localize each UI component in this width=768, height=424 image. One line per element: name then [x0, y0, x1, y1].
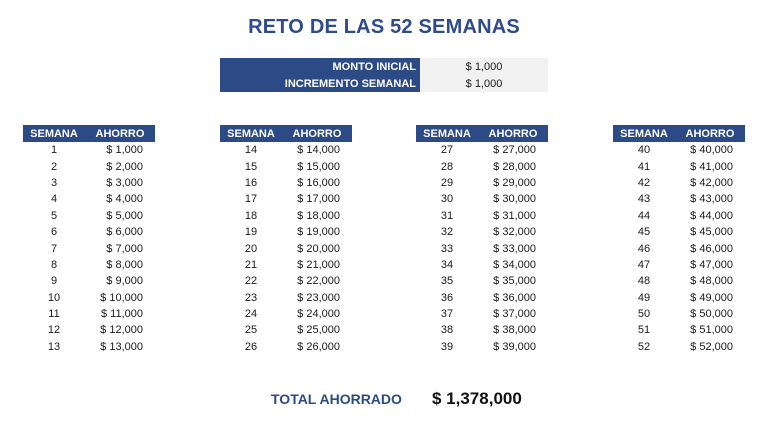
table-row	[23, 322, 155, 338]
table-row	[220, 339, 352, 355]
week-number-cell[interactable]: 43	[637, 193, 651, 206]
savings-amount-cell[interactable]: $ 28,000	[493, 160, 536, 173]
savings-amount-cell[interactable]: $ 49,000	[690, 291, 733, 304]
savings-amount-cell[interactable]: $ 18,000	[297, 209, 340, 222]
savings-amount-cell[interactable]: $ 4,000	[106, 193, 143, 206]
weeks-table-3	[416, 125, 548, 355]
table-row	[416, 175, 548, 191]
table-row	[416, 339, 548, 355]
weekly-increment-value[interactable]: $ 1,000	[420, 75, 548, 92]
table-row	[416, 306, 548, 322]
savings-amount-cell[interactable]: $ 35,000	[493, 275, 536, 288]
week-number-cell[interactable]: 34	[440, 258, 454, 271]
savings-amount-cell[interactable]: $ 43,000	[690, 193, 733, 206]
table-row	[220, 257, 352, 273]
week-number-cell[interactable]: 10	[47, 291, 61, 304]
week-number-cell[interactable]: 3	[50, 176, 58, 189]
week-number-cell[interactable]: 13	[47, 340, 61, 353]
week-number-cell[interactable]: 19	[244, 226, 258, 239]
week-number-cell[interactable]: 6	[50, 226, 58, 239]
weeks-table-2	[220, 125, 352, 355]
savings-amount-cell[interactable]: $ 31,000	[493, 209, 536, 222]
table-row	[220, 322, 352, 338]
savings-amount-cell[interactable]: $ 44,000	[690, 209, 733, 222]
week-number-cell[interactable]: 39	[440, 340, 454, 353]
week-number-cell[interactable]: 41	[637, 160, 651, 173]
table-header-row	[23, 125, 155, 142]
savings-amount-cell[interactable]: $ 29,000	[493, 176, 536, 189]
savings-amount-cell[interactable]: $ 32,000	[493, 226, 536, 239]
table-row	[613, 208, 745, 224]
table-row	[613, 142, 745, 158]
savings-amount-cell[interactable]: $ 6,000	[106, 226, 143, 239]
week-number-cell[interactable]: 49	[637, 291, 651, 304]
savings-amount-cell[interactable]: $ 46,000	[690, 242, 733, 255]
week-number-cell[interactable]: 18	[244, 209, 258, 222]
table-row	[613, 224, 745, 240]
savings-amount-cell[interactable]: $ 26,000	[297, 340, 340, 353]
savings-amount-cell[interactable]: $ 14,000	[297, 144, 340, 157]
week-number-cell[interactable]: 31	[440, 209, 454, 222]
savings-amount-cell[interactable]: $ 11,000	[100, 308, 143, 321]
savings-amount-cell[interactable]: $ 30,000	[493, 193, 536, 206]
table-row	[220, 224, 352, 240]
savings-amount-cell[interactable]: $ 20,000	[297, 242, 340, 255]
table-row	[613, 175, 745, 191]
savings-amount-cell[interactable]: $ 47,000	[690, 258, 733, 271]
week-number-cell[interactable]: 1	[50, 144, 58, 157]
table-row	[220, 208, 352, 224]
table-row	[416, 240, 548, 256]
savings-amount-cell[interactable]: $ 23,000	[297, 291, 340, 304]
table-row	[23, 257, 155, 273]
week-number-cell[interactable]: 52	[637, 340, 651, 353]
table-row	[416, 273, 548, 289]
table-row	[613, 257, 745, 273]
week-number-cell[interactable]: 9	[50, 275, 58, 288]
table-row	[416, 257, 548, 273]
savings-amount-cell[interactable]: $ 25,000	[297, 324, 340, 337]
savings-amount-cell[interactable]: $ 39,000	[493, 340, 536, 353]
savings-amount-cell[interactable]: $ 12,000	[100, 324, 143, 337]
table-row	[416, 208, 548, 224]
weekly-increment-label: INCREMENTO SEMANAL	[220, 75, 420, 92]
savings-amount-cell[interactable]: $ 51,000	[690, 324, 733, 337]
week-number-cell[interactable]: 29	[440, 176, 454, 189]
week-number-cell[interactable]: 4	[50, 193, 58, 206]
table-row	[613, 240, 745, 256]
week-number-cell[interactable]: 21	[244, 258, 258, 271]
week-column-header: SEMANA	[220, 125, 282, 142]
table-header-row	[613, 125, 745, 142]
table-row	[23, 158, 155, 174]
week-number-cell[interactable]: 7	[50, 242, 58, 255]
savings-amount-cell[interactable]: $ 13,000	[100, 340, 143, 353]
week-number-cell[interactable]: 28	[440, 160, 454, 173]
savings-amount-cell[interactable]: $ 37,000	[493, 308, 536, 321]
table-row	[23, 208, 155, 224]
week-number-cell[interactable]: 50	[637, 308, 651, 321]
initial-amount-row	[220, 58, 548, 75]
savings-amount-cell[interactable]: $ 48,000	[690, 275, 733, 288]
savings-amount-cell[interactable]: $ 5,000	[106, 209, 143, 222]
week-number-cell[interactable]: 51	[637, 324, 651, 337]
week-number-cell[interactable]: 30	[440, 193, 454, 206]
week-column-header: SEMANA	[23, 125, 85, 142]
total-saved-label: TOTAL AHORRADO	[271, 391, 402, 407]
savings-amount-cell[interactable]: $ 38,000	[493, 324, 536, 337]
table-row	[23, 224, 155, 240]
week-number-cell[interactable]: 8	[50, 258, 58, 271]
table-header-row	[416, 125, 548, 142]
week-number-cell[interactable]: 48	[637, 275, 651, 288]
savings-amount-cell[interactable]: $ 3,000	[106, 176, 143, 189]
table-row	[613, 322, 745, 338]
table-row	[613, 191, 745, 207]
week-number-cell[interactable]: 37	[440, 308, 454, 321]
savings-amount-cell[interactable]: $ 40,000	[690, 144, 733, 157]
savings-column-header: AHORRO	[675, 125, 745, 142]
savings-amount-cell[interactable]: $ 33,000	[493, 242, 536, 255]
savings-amount-cell[interactable]: $ 45,000	[690, 226, 733, 239]
table-row	[220, 142, 352, 158]
savings-amount-cell[interactable]: $ 42,000	[690, 176, 733, 189]
total-saved-value: $ 1,378,000	[432, 389, 522, 408]
table-row	[416, 224, 548, 240]
week-number-cell[interactable]: 16	[244, 176, 258, 189]
savings-amount-cell[interactable]: $ 9,000	[106, 275, 143, 288]
week-number-cell[interactable]: 44	[637, 209, 651, 222]
table-row	[220, 191, 352, 207]
table-row	[23, 191, 155, 207]
week-number-cell[interactable]: 33	[440, 242, 454, 255]
table-row	[220, 158, 352, 174]
table-row	[416, 322, 548, 338]
week-number-cell[interactable]: 23	[244, 291, 258, 304]
savings-amount-cell[interactable]: $ 22,000	[297, 275, 340, 288]
table-row	[23, 273, 155, 289]
week-number-cell[interactable]: 5	[50, 209, 58, 222]
week-number-cell[interactable]: 36	[440, 291, 454, 304]
week-number-cell[interactable]: 14	[244, 144, 258, 157]
savings-amount-cell[interactable]: $ 7,000	[106, 242, 143, 255]
week-number-cell[interactable]: 32	[440, 226, 454, 239]
week-number-cell[interactable]: 25	[244, 324, 258, 337]
savings-amount-cell[interactable]: $ 36,000	[493, 291, 536, 304]
week-number-cell[interactable]: 15	[244, 160, 258, 173]
savings-amount-cell[interactable]: $ 1,000	[106, 144, 143, 157]
table-row	[613, 158, 745, 174]
savings-amount-cell[interactable]: $ 34,000	[493, 258, 536, 271]
table-row	[613, 339, 745, 355]
savings-amount-cell[interactable]: $ 41,000	[690, 160, 733, 173]
savings-column-header: AHORRO	[282, 125, 352, 142]
table-row	[416, 290, 548, 306]
weeks-table-1	[23, 125, 155, 355]
week-number-cell[interactable]: 26	[244, 340, 258, 353]
week-number-cell[interactable]: 46	[637, 242, 651, 255]
weekly-increment-row	[220, 75, 548, 92]
savings-amount-cell[interactable]: $ 52,000	[690, 340, 733, 353]
savings-amount-cell[interactable]: $ 21,000	[297, 258, 340, 271]
savings-amount-cell[interactable]: $ 19,000	[297, 226, 340, 239]
week-column-header: SEMANA	[416, 125, 478, 142]
table-header-row	[220, 125, 352, 142]
week-number-cell[interactable]: 17	[244, 193, 258, 206]
week-number-cell[interactable]: 24	[244, 308, 258, 321]
table-row	[220, 175, 352, 191]
table-row	[220, 290, 352, 306]
page-title: RETO DE LAS 52 SEMANAS	[248, 16, 520, 38]
savings-amount-cell[interactable]: $ 27,000	[493, 144, 536, 157]
week-number-cell[interactable]: 42	[637, 176, 651, 189]
table-row	[613, 306, 745, 322]
week-number-cell[interactable]: 2	[50, 160, 58, 173]
table-row	[416, 191, 548, 207]
savings-amount-cell[interactable]: $ 50,000	[690, 308, 733, 321]
savings-amount-cell[interactable]: $ 2,000	[106, 160, 143, 173]
savings-amount-cell[interactable]: $ 8,000	[106, 258, 143, 271]
savings-column-header: AHORRO	[85, 125, 155, 142]
week-number-cell[interactable]: 27	[440, 144, 454, 157]
week-number-cell[interactable]: 35	[440, 275, 454, 288]
savings-amount-cell[interactable]: $ 15,000	[297, 160, 340, 173]
table-row	[23, 339, 155, 355]
week-number-cell[interactable]: 11	[48, 308, 60, 321]
table-row	[220, 240, 352, 256]
weeks-table-4	[613, 125, 745, 355]
savings-amount-cell[interactable]: $ 17,000	[297, 193, 340, 206]
table-row	[23, 306, 155, 322]
table-row	[613, 273, 745, 289]
table-row	[23, 290, 155, 306]
week-number-cell[interactable]: 38	[440, 324, 454, 337]
table-row	[416, 158, 548, 174]
table-row	[613, 290, 745, 306]
savings-column-header: AHORRO	[478, 125, 548, 142]
week-number-cell[interactable]: 45	[637, 226, 651, 239]
parameters-table	[220, 58, 548, 92]
week-number-cell[interactable]: 47	[637, 258, 651, 271]
table-row	[23, 240, 155, 256]
week-number-cell[interactable]: 40	[637, 144, 651, 157]
week-column-header: SEMANA	[613, 125, 675, 142]
table-row	[416, 142, 548, 158]
week-number-cell[interactable]: 20	[244, 242, 258, 255]
week-number-cell[interactable]: 22	[244, 275, 258, 288]
table-row	[220, 306, 352, 322]
initial-amount-value[interactable]: $ 1,000	[420, 58, 548, 75]
savings-amount-cell[interactable]: $ 10,000	[100, 291, 143, 304]
initial-amount-label: MONTO INICIAL	[220, 58, 420, 75]
savings-amount-cell[interactable]: $ 16,000	[297, 176, 340, 189]
week-number-cell[interactable]: 12	[47, 324, 61, 337]
table-row	[23, 175, 155, 191]
savings-amount-cell[interactable]: $ 24,000	[297, 308, 340, 321]
table-row	[23, 142, 155, 158]
table-row	[220, 273, 352, 289]
